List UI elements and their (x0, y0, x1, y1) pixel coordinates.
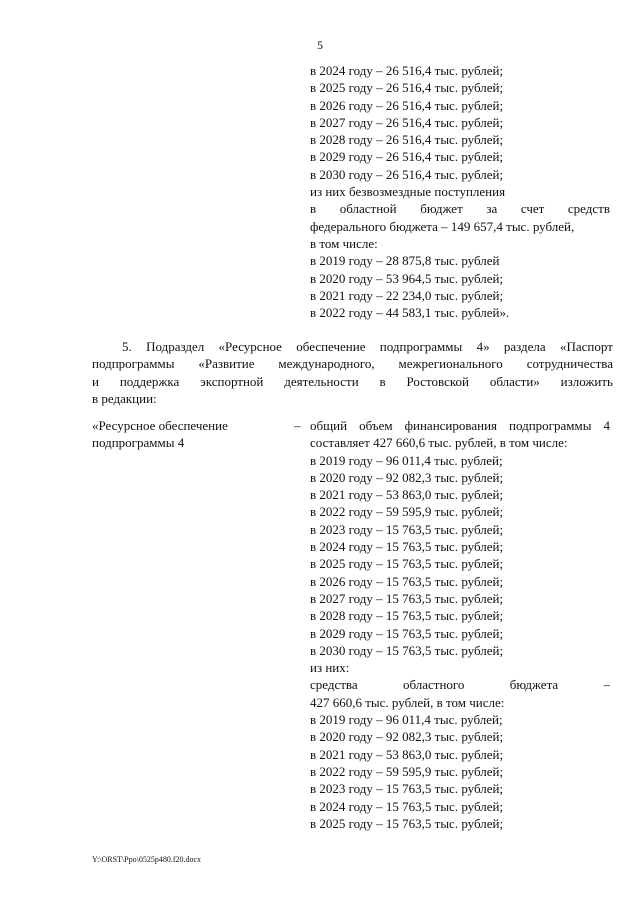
word: объем (359, 418, 393, 433)
funding-line: в 2028 году – 26 516,4 тыс. рублей; (310, 132, 504, 148)
word: областной (339, 201, 397, 217)
amendment-paragraph (92, 338, 613, 407)
funding-line: в 2024 году – 15 763,5 тыс. рублей; (310, 539, 504, 555)
word: «Ресурсное (218, 339, 282, 354)
funding-line: из них: (310, 660, 350, 676)
word: областного (402, 677, 465, 693)
word: межрегионального (398, 356, 503, 372)
word: сотрудничества (526, 356, 613, 372)
word: подпрограммы (92, 356, 175, 372)
funding-line: в 2025 году – 26 516,4 тыс. рублей; (310, 80, 504, 96)
funding-line: в 2023 году – 15 763,5 тыс. рублей; (310, 521, 504, 537)
word: экспортной (200, 373, 264, 389)
word: 4» (476, 339, 490, 354)
funding-line: в 2020 году – 92 082,3 тыс. рублей; (310, 729, 504, 745)
word: области» (489, 373, 540, 389)
justified-line (310, 676, 610, 693)
word: «Развитие (198, 356, 255, 372)
page-number: 5 (317, 38, 323, 52)
funding-line: из них безвозмездные поступления (310, 184, 506, 200)
funding-line: в 2022 году – 59 595,9 тыс. рублей; (310, 504, 504, 520)
word: раздела (503, 339, 546, 354)
funding-line: в 2025 году – 15 763,5 тыс. рублей; (310, 815, 504, 831)
funding-line: в 2021 году – 22 234,0 тыс. рублей; (310, 287, 504, 303)
funding-line: в 2030 году – 15 763,5 тыс. рублей; (310, 642, 504, 658)
funding-line: в 2027 году – 26 516,4 тыс. рублей; (310, 114, 504, 130)
word: средств (567, 201, 610, 217)
funding-line: в 2019 году – 96 011,4 тыс. рублей; (310, 452, 503, 468)
word: – (603, 677, 610, 693)
word: подпрограммы (379, 339, 463, 354)
word: обеспечение (296, 339, 366, 354)
funding-line: в 2023 году – 15 763,5 тыс. рублей; (310, 781, 504, 797)
justified-line (310, 200, 610, 217)
paragraph-line: в редакции: (92, 390, 157, 406)
word: 4 (603, 418, 610, 433)
funding-line: 427 660,6 тыс. рублей, в том числе: (310, 694, 505, 710)
funding-line: в 2027 году – 15 763,5 тыс. рублей; (310, 590, 504, 606)
dash-separator: – (294, 418, 301, 433)
paragraph-line (92, 373, 613, 390)
file-path-footer: Y:\ORST\Ppo\0525p480.f20.docx (92, 855, 202, 864)
word: в (310, 201, 317, 217)
word: поддержка (119, 373, 180, 389)
word: счет (520, 201, 545, 217)
word: подпрограммы (509, 418, 592, 433)
funding-line: федерального бюджета – 149 657,4 тыс. рублей, (310, 218, 575, 234)
funding-line: в 2026 году – 26 516,4 тыс. рублей; (310, 97, 504, 113)
funding-line: в 2026 году – 15 763,5 тыс. рублей; (310, 573, 504, 589)
funding-line: в 2019 году – 28 875,8 тыс. рублей (310, 253, 500, 269)
word: изложить (560, 373, 613, 389)
word: в (379, 373, 386, 389)
word: «Паспорт (560, 339, 613, 354)
word: бюджет (420, 201, 463, 217)
word: 5. (122, 339, 132, 354)
funding-line: в 2021 году – 53 863,0 тыс. рублей; (310, 746, 504, 762)
word: Ростовской (406, 373, 469, 389)
paragraph-line (92, 338, 613, 355)
word: и (92, 373, 99, 389)
funding-line: в 2021 году – 53 863,0 тыс. рублей; (310, 487, 504, 503)
funding-line: в 2022 году – 44 583,1 тыс. рублей». (310, 305, 510, 321)
label-line: подпрограммы 4 (92, 435, 185, 451)
funding-line: в 2020 году – 92 082,3 тыс. рублей; (310, 469, 504, 485)
justified-line (310, 417, 610, 434)
funding-line: в 2030 году – 26 516,4 тыс. рублей; (310, 166, 504, 182)
funding-line: в 2024 году – 15 763,5 тыс. рублей; (310, 798, 504, 814)
label-line: «Ресурсное обеспечение (92, 418, 228, 433)
resource-label (92, 417, 292, 452)
word: средства (310, 677, 358, 693)
word: международного, (278, 356, 375, 372)
funding-line: в 2028 году – 15 763,5 тыс. рублей; (310, 608, 504, 624)
paragraph-line (92, 355, 613, 372)
subprogram-funding-block (310, 417, 610, 832)
word: деятельности (284, 373, 359, 389)
top-funding-block (310, 62, 610, 321)
word: за (486, 201, 498, 217)
funding-line: в том числе: (310, 235, 378, 251)
funding-line: в 2025 году – 15 763,5 тыс. рублей; (310, 556, 504, 572)
funding-line: в 2022 году – 59 595,9 тыс. рублей; (310, 763, 504, 779)
funding-line: в 2029 году – 15 763,5 тыс. рублей; (310, 625, 504, 641)
funding-line: составляет 427 660,6 тыс. рублей, в том числе: (310, 435, 568, 451)
word: Подраздел (146, 339, 205, 354)
word: финансирования (404, 418, 498, 433)
word: общий (310, 418, 348, 433)
funding-line: в 2020 году – 53 964,5 тыс. рублей; (310, 270, 504, 286)
funding-line: в 2024 году – 26 516,4 тыс. рублей; (310, 63, 504, 78)
funding-line: в 2019 году – 96 011,4 тыс. рублей; (310, 712, 503, 728)
word: бюджета (509, 677, 559, 693)
funding-line: в 2029 году – 26 516,4 тыс. рублей; (310, 149, 504, 165)
